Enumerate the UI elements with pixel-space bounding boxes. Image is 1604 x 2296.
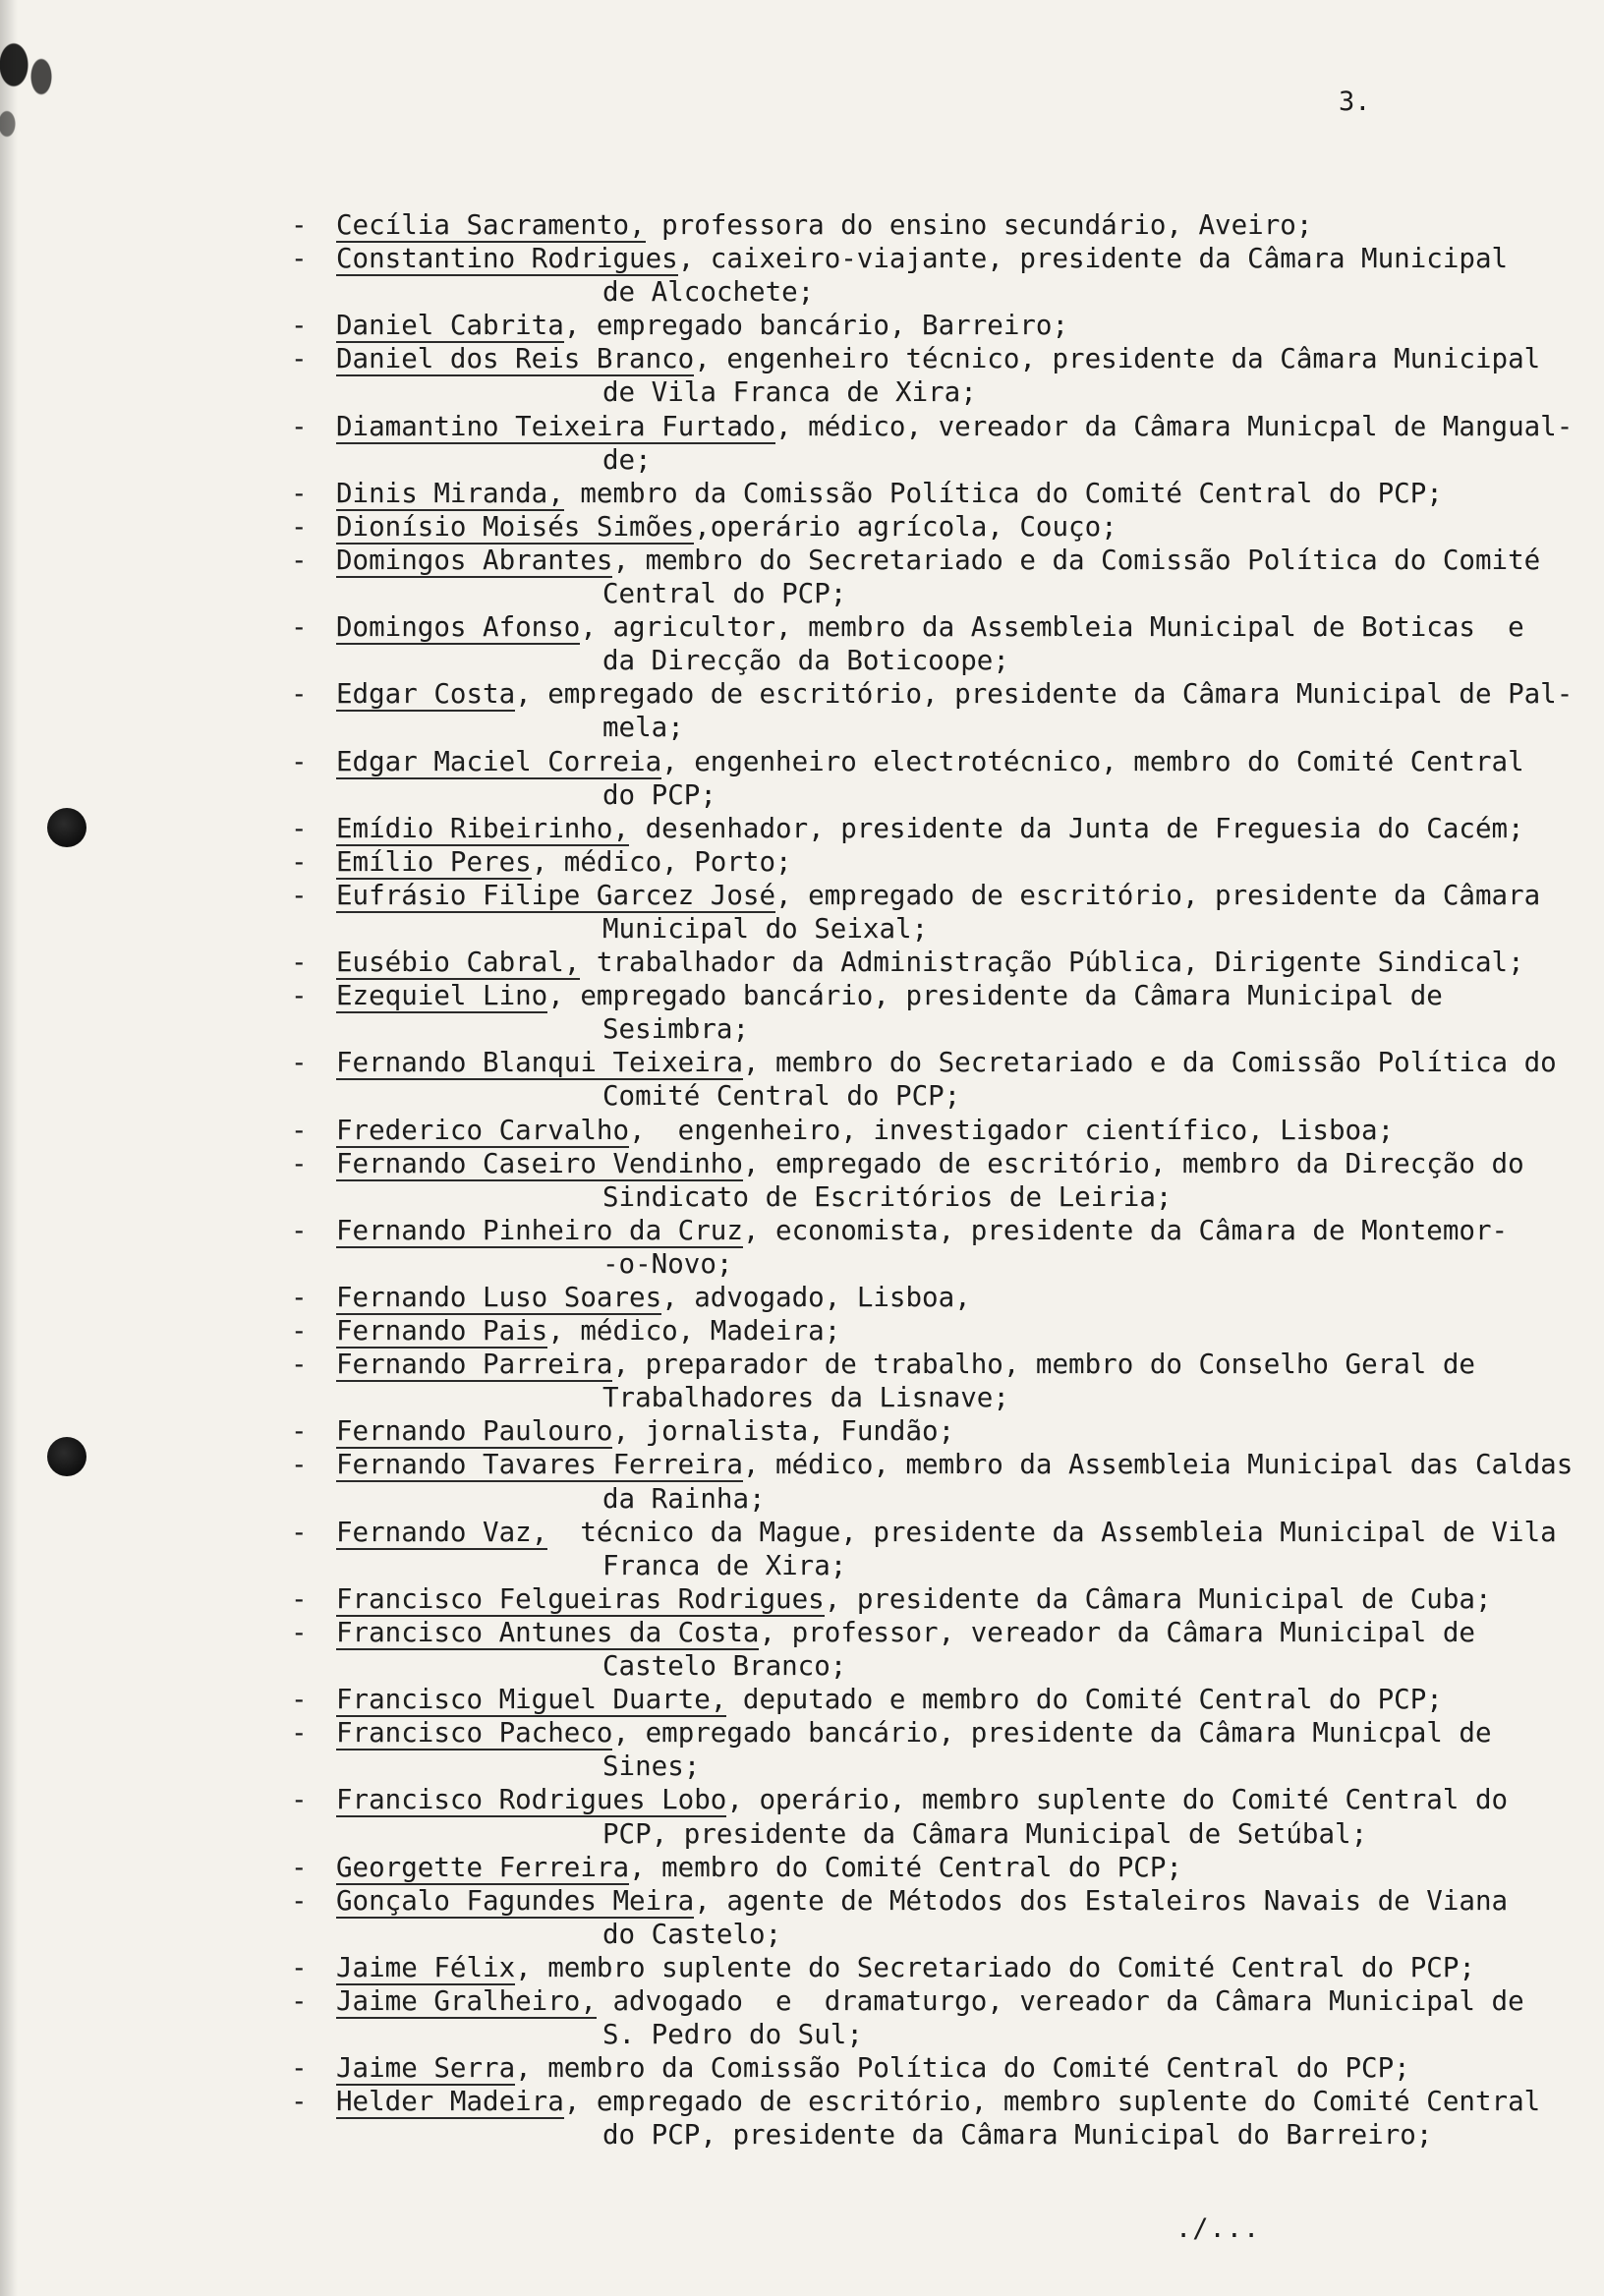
- entry-first-line: [336, 1851, 1588, 1884]
- list-item: [291, 2085, 1588, 2152]
- entry-first-line: [336, 242, 1588, 275]
- list-item: [291, 1046, 1588, 1113]
- entry-content: [336, 979, 1588, 1046]
- person-name: Fernando Pais: [336, 1315, 548, 1348]
- bullet-dash: -: [291, 1315, 308, 1348]
- entry-continuation: de Vila Franca de Xira;: [602, 376, 977, 409]
- entry-continuation: Trabalhadores da Lisnave;: [602, 1382, 1009, 1414]
- person-description: , economista, presidente da Câmara de Montemor-: [742, 1214, 1509, 1246]
- person-description: , membro da Comissão Política do Comité Central do PCP;: [515, 2052, 1410, 2085]
- person-description: , médico, membro da Assembleia Municipal das Caldas: [742, 1449, 1574, 1481]
- entry-first-line: [336, 677, 1588, 711]
- person-name: Fernando Luso Soares: [336, 1282, 662, 1313]
- person-name: Fernando Parreira: [336, 1349, 613, 1381]
- list-item: [291, 879, 1588, 946]
- person-description: , médico, vereador da Câmara Municpal de Mangual-: [775, 410, 1574, 442]
- bullet-dash: -: [291, 1784, 308, 1816]
- punch-hole: [47, 1437, 86, 1476]
- entry-first-line: [336, 610, 1588, 644]
- entry-content: [336, 510, 1588, 544]
- page-number: 3.: [1339, 86, 1371, 117]
- person-description: desenhador, presidente da Junta de Freguesia do Cacém;: [629, 812, 1524, 844]
- list-item: [291, 946, 1588, 979]
- entry-first-line: [336, 410, 1588, 443]
- entry-first-line: [336, 812, 1588, 845]
- entry-first-line: [336, 510, 1588, 544]
- person-name: Jaime Serra: [336, 2052, 516, 2085]
- entry-first-line: [336, 1984, 1588, 2018]
- entry-content: [336, 1984, 1588, 2051]
- entry-first-line: [336, 1046, 1588, 1079]
- person-description: , caixeiro-viajante, presidente da Câmara Municipal: [677, 243, 1509, 275]
- entry-content: [336, 1716, 1588, 1783]
- bullet-dash: -: [291, 1717, 308, 1750]
- list-item: [291, 812, 1588, 845]
- person-description: advogado e dramaturgo, vereador da Câmara Municipal de: [596, 1984, 1524, 2017]
- bullet-dash: -: [291, 678, 308, 711]
- list-item: [291, 1516, 1588, 1582]
- entry-first-line: [336, 1616, 1588, 1649]
- bullet-dash: -: [291, 845, 308, 878]
- entry-content: [336, 1884, 1588, 1951]
- entry-first-line: [336, 1716, 1588, 1750]
- entry-continuation: -o-Novo;: [602, 1247, 733, 1280]
- person-name: Ezequiel Lino: [336, 980, 548, 1012]
- entry-continuation: Franca de Xira;: [602, 1549, 847, 1581]
- entry-continuation: do PCP, presidente da Câmara Municipal do Barreiro;: [602, 2119, 1433, 2152]
- entry-content: [336, 544, 1588, 610]
- bullet-dash: -: [291, 1582, 308, 1615]
- entry-continuation: S. Pedro do Sul;: [602, 2019, 863, 2051]
- bullet-dash: -: [291, 1516, 308, 1548]
- entry-content: [336, 1516, 1588, 1582]
- list-item: [291, 544, 1588, 610]
- list-item: [291, 477, 1588, 510]
- person-description: , empregado bancário, Barreiro;: [563, 310, 1069, 342]
- entry-first-line: [336, 879, 1588, 912]
- entry-content: [336, 1951, 1588, 1984]
- bullet-dash: -: [291, 1884, 308, 1917]
- person-description: , jornalista, Fundão;: [612, 1415, 955, 1448]
- list-item: [291, 610, 1588, 677]
- bullet-dash: -: [291, 209, 308, 241]
- bullet-dash: -: [291, 243, 308, 275]
- entry-continuation: Municipal do Seixal;: [602, 912, 929, 945]
- entry-content: [336, 745, 1588, 812]
- list-item: [291, 242, 1588, 309]
- list-item: [291, 208, 1588, 242]
- list-item: [291, 410, 1588, 477]
- entry-continuation: da Rainha;: [602, 1482, 766, 1515]
- entry-continuation: Sines;: [602, 1751, 701, 1783]
- person-name: Fernando Pinheiro da Cruz: [336, 1214, 743, 1246]
- person-description: , empregado bancário, presidente da Câmara Municipal de: [547, 980, 1443, 1012]
- entry-first-line: [336, 1683, 1588, 1716]
- list-item: [291, 745, 1588, 812]
- entry-content: [336, 1214, 1588, 1281]
- bullet-dash: -: [291, 1047, 308, 1079]
- entry-content: [336, 208, 1588, 242]
- person-name: Frederico Carvalho: [336, 1114, 630, 1146]
- entry-first-line: [336, 1582, 1588, 1616]
- bullet-dash: -: [291, 1984, 308, 2017]
- bullet-dash: -: [291, 343, 308, 375]
- person-description: , membro do Secretariado e da Comissão Política do Comité: [612, 544, 1541, 576]
- person-description: membro da Comissão Política do Comité Central do PCP;: [563, 477, 1443, 509]
- entry-first-line: [336, 477, 1588, 510]
- entry-content: [336, 1281, 1588, 1314]
- continuation-mark: ./...: [1175, 2213, 1261, 2244]
- person-name: Edgar Costa: [336, 678, 516, 711]
- entry-first-line: [336, 342, 1588, 375]
- person-description: professora do ensino secundário, Aveiro;: [645, 209, 1313, 241]
- person-description: , empregado bancário, presidente da Câmara Municpal de: [612, 1717, 1492, 1750]
- entry-first-line: [336, 1281, 1588, 1314]
- entry-continuation: Castelo Branco;: [602, 1650, 847, 1683]
- entry-first-line: [336, 2051, 1588, 2085]
- entry-first-line: [336, 1951, 1588, 1984]
- person-name: Fernando Paulouro: [336, 1415, 613, 1448]
- list-item: [291, 342, 1588, 409]
- person-description: , membro suplente do Secretariado do Comité Central do PCP;: [515, 1951, 1475, 1983]
- list-item: [291, 1147, 1588, 1214]
- person-description: , empregado de escritório, presidente da Câmara: [775, 879, 1541, 911]
- person-name: Jaime Gralheiro,: [336, 1984, 597, 2017]
- bullet-dash: -: [291, 1282, 308, 1313]
- list-item: [291, 1281, 1588, 1314]
- bullet-dash: -: [291, 611, 308, 644]
- person-name: Fernando Caseiro Vendinho: [336, 1147, 743, 1179]
- entry-content: [336, 1147, 1588, 1214]
- bullet-dash: -: [291, 947, 308, 979]
- person-description: , engenheiro electrotécnico, membro do Comité Central: [661, 745, 1524, 777]
- scan-edge-shadow: [0, 0, 18, 2296]
- person-name: Georgette Ferreira: [336, 1851, 630, 1883]
- entry-continuation: da Direcção da Boticoope;: [602, 645, 1009, 677]
- person-name: Edgar Maciel Correia: [336, 745, 662, 777]
- person-name: Jaime Félix: [336, 1951, 516, 1983]
- person-description: ,operário agrícola, Couço;: [694, 510, 1117, 543]
- bullet-dash: -: [291, 812, 308, 844]
- person-name: Francisco Antunes da Costa: [336, 1616, 760, 1648]
- person-description: , engenheiro, investigador científico, Lisboa;: [629, 1114, 1395, 1146]
- list-item: [291, 1114, 1588, 1147]
- list-item: [291, 1716, 1588, 1783]
- punch-hole: [47, 808, 86, 847]
- person-description: , membro do Secretariado e da Comissão Política do: [742, 1047, 1557, 1079]
- person-name: Fernando Tavares Ferreira: [336, 1449, 743, 1481]
- bullet-dash: -: [291, 1147, 308, 1179]
- person-description: , operário, membro suplente do Comité Central do: [726, 1784, 1509, 1816]
- list-item: [291, 1314, 1588, 1348]
- person-description: , médico, Madeira;: [547, 1315, 841, 1348]
- person-name: Helder Madeira: [336, 2086, 564, 2118]
- person-name: Emílio Peres: [336, 845, 532, 878]
- entry-content: [336, 845, 1588, 879]
- person-name: Fernando Vaz,: [336, 1516, 548, 1548]
- entry-content: [336, 1314, 1588, 1348]
- person-name: Eufrásio Filipe Garcez José: [336, 879, 776, 911]
- list-item: [291, 1616, 1588, 1683]
- list-item: [291, 1851, 1588, 1884]
- bullet-dash: -: [291, 1951, 308, 1983]
- list-item: [291, 1348, 1588, 1414]
- entry-continuation: Sesimbra;: [602, 1013, 750, 1046]
- list-item: [291, 1951, 1588, 1984]
- entry-continuation: PCP, presidente da Câmara Municipal de Setúbal;: [602, 1817, 1368, 1850]
- person-description: técnico da Mague, presidente da Assembleia Municipal de Vila: [547, 1516, 1557, 1548]
- entry-content: [336, 946, 1588, 979]
- person-name: Diamantino Teixeira Furtado: [336, 410, 776, 442]
- entry-content: [336, 1582, 1588, 1616]
- list-item: [291, 1214, 1588, 1281]
- entry-continuation: de Alcochete;: [602, 276, 815, 309]
- person-name: Emídio Ribeirinho,: [336, 812, 630, 844]
- entry-continuation: do Castelo;: [602, 1918, 782, 1950]
- bullet-dash: -: [291, 745, 308, 777]
- list-item: [291, 1448, 1588, 1515]
- entry-content: [336, 410, 1588, 477]
- list-item: [291, 845, 1588, 879]
- entry-first-line: [336, 208, 1588, 242]
- entry-continuation: mela;: [602, 712, 684, 744]
- list-item: [291, 1884, 1588, 1951]
- bullet-dash: -: [291, 1684, 308, 1716]
- entry-first-line: [336, 2085, 1588, 2118]
- scan-artifact: [0, 29, 69, 147]
- list-item: [291, 1414, 1588, 1448]
- person-description: , engenheiro técnico, presidente da Câmara Municipal: [694, 343, 1541, 375]
- list-item: [291, 1683, 1588, 1716]
- list-item: [291, 1783, 1588, 1850]
- person-description: , professor, vereador da Câmara Municipal de: [759, 1616, 1475, 1648]
- entry-first-line: [336, 309, 1588, 342]
- entry-content: [336, 309, 1588, 342]
- person-name: Gonçalo Fagundes Meira: [336, 1884, 695, 1917]
- person-name: Fernando Blanqui Teixeira: [336, 1047, 743, 1079]
- bullet-dash: -: [291, 1616, 308, 1648]
- bullet-dash: -: [291, 2052, 308, 2085]
- list-item: [291, 2051, 1588, 2085]
- entry-content: [336, 1683, 1588, 1716]
- list-item: [291, 1984, 1588, 2051]
- entry-first-line: [336, 845, 1588, 879]
- person-name: Francisco Miguel Duarte,: [336, 1684, 727, 1716]
- entry-content: [336, 1046, 1588, 1113]
- person-description: , médico, Porto;: [531, 845, 792, 878]
- entry-content: [336, 610, 1588, 677]
- entry-content: [336, 242, 1588, 309]
- entry-content: [336, 2085, 1588, 2152]
- person-name: Cecília Sacramento,: [336, 209, 646, 241]
- entry-content: [336, 2051, 1588, 2085]
- list-item: [291, 1582, 1588, 1616]
- entry-first-line: [336, 1114, 1588, 1147]
- bullet-dash: -: [291, 1449, 308, 1481]
- entry-content: [336, 1851, 1588, 1884]
- entry-content: [336, 1414, 1588, 1448]
- bullet-dash: -: [291, 310, 308, 342]
- entry-content: [336, 1348, 1588, 1414]
- entry-first-line: [336, 1884, 1588, 1918]
- entry-content: [336, 879, 1588, 946]
- entry-continuation: de;: [602, 443, 652, 476]
- entry-continuation: Comité Central do PCP;: [602, 1080, 961, 1113]
- entry-content: [336, 342, 1588, 409]
- person-description: trabalhador da Administração Pública, Dirigente Sindical;: [580, 947, 1524, 979]
- person-name: Eusébio Cabral,: [336, 947, 581, 979]
- entry-content: [336, 812, 1588, 845]
- entry-continuation: do PCP;: [602, 778, 716, 811]
- person-description: deputado e membro do Comité Central do PCP;: [726, 1684, 1443, 1716]
- bullet-dash: -: [291, 980, 308, 1012]
- person-name: Daniel dos Reis Branco: [336, 343, 695, 375]
- bullet-dash: -: [291, 510, 308, 543]
- list-item: [291, 510, 1588, 544]
- entry-first-line: [336, 745, 1588, 778]
- entry-first-line: [336, 1448, 1588, 1481]
- person-description: , advogado, Lisboa,: [661, 1282, 971, 1313]
- person-name: Francisco Rodrigues Lobo: [336, 1784, 727, 1816]
- list-item: [291, 979, 1588, 1046]
- bullet-dash: -: [291, 1214, 308, 1246]
- bullet-dash: -: [291, 410, 308, 442]
- bullet-dash: -: [291, 544, 308, 576]
- person-description: , presidente da Câmara Municipal de Cuba;: [824, 1582, 1492, 1615]
- entry-first-line: [336, 1314, 1588, 1348]
- entry-content: [336, 1783, 1588, 1850]
- bullet-dash: -: [291, 477, 308, 509]
- entry-content: [336, 1616, 1588, 1683]
- entry-content: [336, 677, 1588, 744]
- bullet-dash: -: [291, 879, 308, 911]
- bullet-dash: -: [291, 1114, 308, 1146]
- bullet-dash: -: [291, 1851, 308, 1883]
- entry-first-line: [336, 1214, 1588, 1247]
- person-description: , agente de Métodos dos Estaleiros Navais de Viana: [694, 1884, 1509, 1917]
- list-item: [291, 677, 1588, 744]
- entry-first-line: [336, 1516, 1588, 1549]
- person-name: Francisco Felgueiras Rodrigues: [336, 1582, 825, 1615]
- entry-continuation: Sindicato de Escritórios de Leiria;: [602, 1180, 1173, 1213]
- person-name: Dionísio Moisés Simões: [336, 510, 695, 543]
- entry-content: [336, 1114, 1588, 1147]
- person-name: Domingos Afonso: [336, 611, 581, 644]
- entry-first-line: [336, 1147, 1588, 1180]
- person-description: , empregado de escritório, membro suplente do Comité Central: [563, 2086, 1541, 2118]
- person-description: , empregado de escritório, presidente da Câmara Municipal de Pal-: [515, 678, 1574, 711]
- person-name: Constantino Rodrigues: [336, 243, 678, 275]
- person-name: Daniel Cabrita: [336, 310, 564, 342]
- entry-first-line: [336, 1348, 1588, 1381]
- entry-first-line: [336, 1414, 1588, 1448]
- entry-first-line: [336, 946, 1588, 979]
- person-description: , empregado de escritório, membro da Direcção do: [742, 1147, 1524, 1179]
- bullet-dash: -: [291, 1415, 308, 1448]
- person-name: Dinis Miranda,: [336, 477, 564, 509]
- entry-content: [336, 1448, 1588, 1515]
- entry-first-line: [336, 979, 1588, 1012]
- person-description: , preparador de trabalho, membro do Conselho Geral de: [612, 1349, 1475, 1381]
- person-description: , agricultor, membro da Assembleia Municipal de Boticas e: [580, 611, 1524, 644]
- list-item: [291, 309, 1588, 342]
- bullet-dash: -: [291, 1349, 308, 1381]
- entry-content: [336, 477, 1588, 510]
- entry-continuation: Central do PCP;: [602, 578, 847, 610]
- person-name: Domingos Abrantes: [336, 544, 613, 576]
- entry-first-line: [336, 1783, 1588, 1816]
- person-description: , membro do Comité Central do PCP;: [629, 1851, 1182, 1883]
- name-list: [291, 208, 1588, 2152]
- bullet-dash: -: [291, 2086, 308, 2118]
- entry-first-line: [336, 544, 1588, 577]
- person-name: Francisco Pacheco: [336, 1717, 613, 1750]
